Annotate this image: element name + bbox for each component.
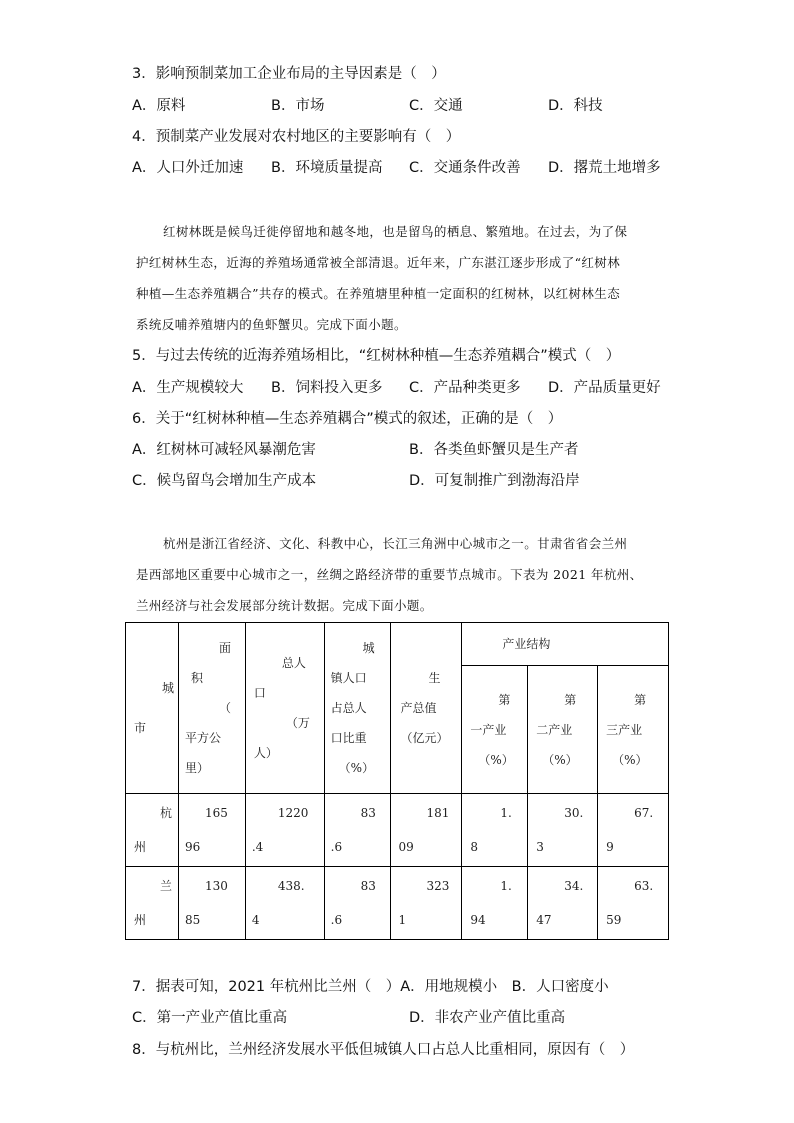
header-primary: 第 一产业 （%） — [462, 666, 528, 794]
passage-1-line-1: 红树林既是候鸟迁徙停留地和越冬地，也是留鸟的栖息、繁殖地。在过去，为了保 — [163, 224, 628, 239]
header-secondary: 第 二产业 （%） — [528, 666, 598, 794]
question-4-stem: 4．预制菜产业发展对农村地区的主要影响有（ ） — [132, 129, 461, 145]
q6-option-a[interactable]: A．红树林可减轻风暴潮危害 — [132, 442, 316, 458]
question-6-stem: 6．关于“红树林种植—生态养殖耦合”模式的叙述，正确的是（ ） — [132, 411, 563, 427]
cell-gdp: 181 09 — [390, 794, 462, 867]
q4-option-c[interactable]: C．交通条件改善 — [409, 160, 521, 176]
q4-option-d[interactable]: D．撂荒土地增多 — [548, 160, 661, 176]
q3-option-d[interactable]: D．科技 — [548, 98, 603, 114]
passage-2-line-2: 是西部地区重要中心城市之一，丝绸之路经济带的重要节点城市。下表为 2021 年杭州、 — [136, 567, 643, 582]
cell-urban-ratio: 83 .6 — [324, 794, 390, 867]
row-city: 兰 州 — [126, 867, 179, 940]
q4-option-b[interactable]: B．环境质量提高 — [271, 160, 383, 176]
table-row-hangzhou — [126, 794, 669, 867]
q3-option-c[interactable]: C．交通 — [409, 98, 463, 114]
cell-population: 438. 4 — [245, 867, 324, 940]
passage-2-line-3: 兰州经济与社会发展部分统计数据。完成下面小题。 — [136, 598, 433, 613]
passage-1-line-2: 护红树林生态，近海的养殖场通常被全部清退。近年来，广东湛江逐步形成了“红树林 — [136, 255, 621, 270]
question-7-stem: 7．据表可知，2021 年杭州比兰州（ ）A．用地规模小 B．人口密度小 — [132, 979, 609, 995]
cell-primary: 1. 94 — [462, 867, 528, 940]
q5-option-d[interactable]: D．产品质量更好 — [548, 380, 661, 396]
header-tertiary: 第 三产业 （%） — [598, 666, 669, 794]
header-gdp: 生 产总值 （亿元） — [390, 623, 462, 794]
q6-option-b[interactable]: B．各类鱼虾蟹贝是生产者 — [409, 442, 579, 458]
header-industry-structure: 产业结构 — [462, 623, 669, 666]
q5-option-c[interactable]: C．产品种类更多 — [409, 380, 521, 396]
question-5-stem: 5．与过去传统的近海养殖场相比，“红树林种植—生态养殖耦合”模式（ ） — [132, 348, 621, 364]
q7-option-d[interactable]: D．非农产业产值比重高 — [409, 1010, 566, 1026]
header-area: 面 积 （ 平方公 里） — [178, 623, 245, 794]
cell-secondary: 34. 47 — [528, 867, 598, 940]
cell-secondary: 30. 3 — [528, 794, 598, 867]
cell-area: 165 96 — [178, 794, 245, 867]
q3-option-b[interactable]: B．市场 — [271, 98, 325, 114]
header-urban-ratio: 城 镇人口 占总人 口比重 （%） — [324, 623, 390, 794]
statistics-table — [125, 622, 669, 940]
passage-2-line-1: 杭州是浙江省经济、文化、科教中心，长江三角洲中心城市之一。甘肃省省会兰州 — [163, 536, 628, 551]
question-3-stem: 3．影响预制菜加工企业布局的主导因素是（ ） — [132, 66, 446, 82]
q4-option-a[interactable]: A．人口外迁加速 — [132, 160, 244, 176]
cell-urban-ratio: 83 .6 — [324, 867, 390, 940]
cell-gdp: 323 1 — [390, 867, 462, 940]
q5-option-a[interactable]: A．生产规模较大 — [132, 380, 244, 396]
cell-population: 1220 .4 — [245, 794, 324, 867]
question-8-stem: 8．与杭州比，兰州经济发展水平低但城镇人口占总人比重相同，原因有（ ） — [132, 1042, 635, 1058]
passage-1-line-3: 种植—生态养殖耦合”共存的模式。在养殖塘里种植一定面积的红树林，以红树林生态 — [136, 286, 621, 301]
q6-option-d[interactable]: D．可复制推广到渤海沿岸 — [409, 473, 580, 489]
passage-1-line-4: 系统反哺养殖塘内的鱼虾蟹贝。完成下面小题。 — [136, 317, 407, 332]
cell-tertiary: 67. 9 — [598, 794, 669, 867]
row-city: 杭 州 — [126, 794, 179, 867]
cell-area: 130 85 — [178, 867, 245, 940]
header-city: 城 市 — [126, 623, 179, 794]
q5-option-b[interactable]: B．饲料投入更多 — [271, 380, 383, 396]
table-row-lanzhou — [126, 867, 669, 940]
q3-option-a[interactable]: A．原料 — [132, 98, 186, 114]
q7-option-c[interactable]: C．第一产业产值比重高 — [132, 1010, 288, 1026]
cell-tertiary: 63. 59 — [598, 867, 669, 940]
cell-primary: 1. 8 — [462, 794, 528, 867]
q6-option-c[interactable]: C．候鸟留鸟会增加生产成本 — [132, 473, 317, 489]
header-population: 总人 口 （万 人） — [245, 623, 324, 794]
